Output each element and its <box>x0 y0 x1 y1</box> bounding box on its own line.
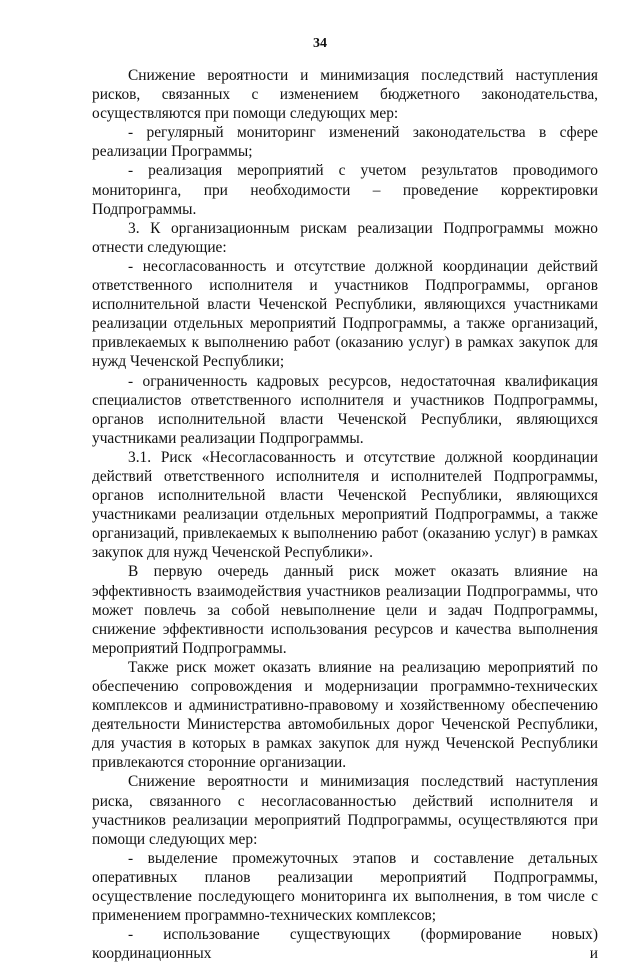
paragraph: 3. К организационным рискам реализации Подпрограммы можно отнести следующие: <box>92 219 598 256</box>
list-item: - ограниченность кадровых ресурсов, недостаточная квалификация специалистов ответственного исполнителя и участников Подпрограммы, органов исполнительной власти Чеченской Республики, являющихся участниками реализации Подпрограммы. <box>92 372 598 447</box>
list-item: - выделение промежуточных этапов и составление детальных оперативных планов реализации мероприятий Подпрограммы, осуществление последующего мониторинга их выполнения, в том числе с применением программно-технических комплексов; <box>92 849 598 925</box>
paragraph: Снижение вероятности и минимизация последствий наступления риска, связанного с несогласованностью действий исполнителя и участников реализации мероприятий Подпрограммы, осуществляются при помощи следующих мер: <box>92 773 598 848</box>
list-item: - несогласованность и отсутствие должной координации действий ответственного исполнителя и участников Подпрограммы, органов исполнительной власти Чеченской Республики, являющихся участниками реализации отдельных мероприятий Подпрограммы, а также организаций, привлекаемых к выполнению работ (оказанию услуг) в рамках закупок для нужд Чеченской Республики; <box>92 257 598 371</box>
list-item: - регулярный мониторинг изменений законодательства в сфере реализации Программы; <box>92 124 598 161</box>
list-item: - использование существующих (формирование новых) координационных и <box>92 926 598 963</box>
page-number: 34 <box>313 36 327 51</box>
list-item: - реализация мероприятий с учетом результатов проводимого мониторинга, при необходимости – проведение корректировки Подпрограммы. <box>92 162 598 218</box>
paragraph: 3.1. Риск «Несогласованность и отсутствие должной координации действий ответственного исполнителя и исполнителей Подпрограммы, органов исполнительной власти Чеченской Республики, являющихся участниками реализации отдельных мероприятий Подпрограммы, а также организаций, привлекаемых к выполнению работ (оказанию услуг) в рамках закупок для нужд Чеченской Республики». <box>92 448 598 562</box>
paragraph: Снижение вероятности и минимизация последствий наступления рисков, связанных с изменением бюджетного законодательства, осуществляются при помощи следующих мер: <box>92 67 598 123</box>
document-body <box>92 66 598 963</box>
paragraph: Также риск может оказать влияние на реализацию мероприятий по обеспечению сопровождения и модернизации программно-технических комплексов и административно-правовому и хозяйственному обеспечению деятельности Министерства автомобильных дорог Чеченской Республики, для участия в которых в рамках закупок для нужд Чеченской Республики привлекаются сторонние организации. <box>92 658 598 772</box>
paragraph: В первую очередь данный риск может оказать влияние на эффективность взаимодействия участников реализации Подпрограммы, что может повлечь за собой невыполнение цели и задач Подпрограммы, снижение эффективности использования ресурсов и качества выполнения мероприятий Подпрограммы. <box>92 563 598 657</box>
